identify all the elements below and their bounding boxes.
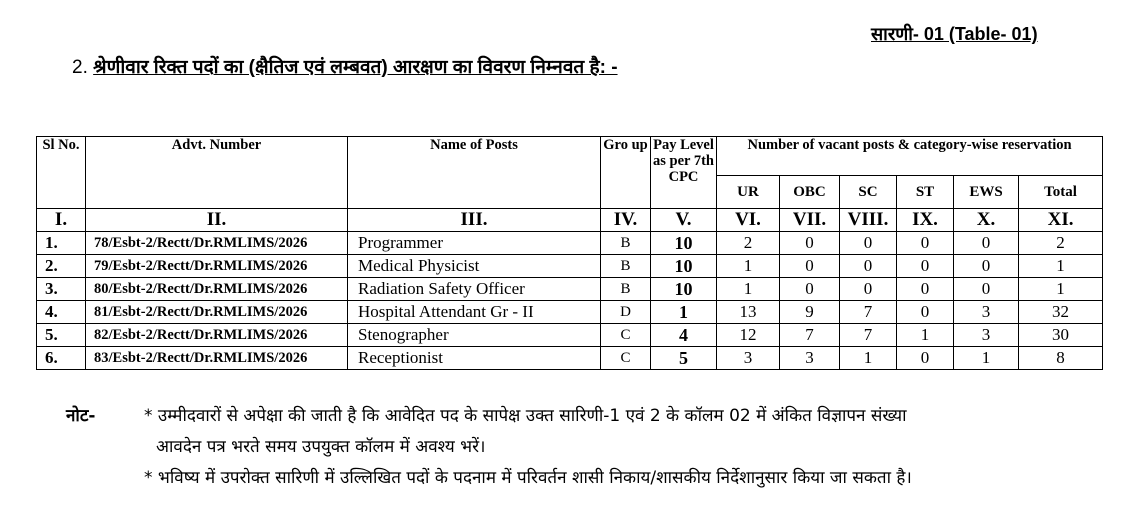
cell-sc: 0 bbox=[840, 278, 897, 301]
header-sc: SC bbox=[840, 176, 897, 209]
cell-ews: 0 bbox=[954, 232, 1019, 255]
column-number: IV. bbox=[601, 209, 651, 232]
cell-post-name: Medical Physicist bbox=[348, 255, 601, 278]
column-number: V. bbox=[651, 209, 717, 232]
column-number: VI. bbox=[717, 209, 780, 232]
cell-advt-number: 82/Esbt-2/Rectt/Dr.RMLIMS/2026 bbox=[86, 324, 348, 347]
cell-post-name: Stenographer bbox=[348, 324, 601, 347]
cell-ur: 13 bbox=[717, 301, 780, 324]
cell-pay-level: 10 bbox=[651, 255, 717, 278]
cell-advt-number: 78/Esbt-2/Rectt/Dr.RMLIMS/2026 bbox=[86, 232, 348, 255]
cell-sc: 7 bbox=[840, 301, 897, 324]
header-post-name: Name of Posts bbox=[348, 137, 601, 209]
cell-st: 0 bbox=[897, 232, 954, 255]
cell-group: D bbox=[601, 301, 651, 324]
cell-obc: 9 bbox=[780, 301, 840, 324]
cell-ur: 2 bbox=[717, 232, 780, 255]
cell-advt-number: 79/Esbt-2/Rectt/Dr.RMLIMS/2026 bbox=[86, 255, 348, 278]
table-row bbox=[37, 255, 1103, 278]
column-number: VII. bbox=[780, 209, 840, 232]
cell-obc: 0 bbox=[780, 278, 840, 301]
cell-obc: 7 bbox=[780, 324, 840, 347]
table-row bbox=[37, 278, 1103, 301]
cell-st: 0 bbox=[897, 301, 954, 324]
table-row bbox=[37, 301, 1103, 324]
cell-pay-level: 4 bbox=[651, 324, 717, 347]
cell-ews: 0 bbox=[954, 255, 1019, 278]
header-st: ST bbox=[897, 176, 954, 209]
header-total: Total bbox=[1019, 176, 1103, 209]
cell-total: 1 bbox=[1019, 255, 1103, 278]
column-number: II. bbox=[86, 209, 348, 232]
cell-sc: 1 bbox=[840, 347, 897, 370]
cell-pay-level: 10 bbox=[651, 278, 717, 301]
table-row bbox=[37, 232, 1103, 255]
cell-st: 0 bbox=[897, 278, 954, 301]
table-reference-label: सारणी- 01 (Table- 01) bbox=[871, 24, 1038, 44]
cell-total: 2 bbox=[1019, 232, 1103, 255]
cell-obc: 3 bbox=[780, 347, 840, 370]
column-number: XI. bbox=[1019, 209, 1103, 232]
cell-advt-number: 83/Esbt-2/Rectt/Dr.RMLIMS/2026 bbox=[86, 347, 348, 370]
cell-group: B bbox=[601, 232, 651, 255]
section-number: 2. bbox=[72, 57, 88, 78]
cell-ews: 3 bbox=[954, 324, 1019, 347]
cell-sl: 6. bbox=[37, 347, 86, 370]
cell-sl: 2. bbox=[37, 255, 86, 278]
cell-st: 1 bbox=[897, 324, 954, 347]
cell-advt-number: 80/Esbt-2/Rectt/Dr.RMLIMS/2026 bbox=[86, 278, 348, 301]
vacancy-table bbox=[36, 136, 1103, 370]
column-number: IX. bbox=[897, 209, 954, 232]
header-ews: EWS bbox=[954, 176, 1019, 209]
table-row bbox=[37, 324, 1103, 347]
cell-group: C bbox=[601, 324, 651, 347]
column-number: I. bbox=[37, 209, 86, 232]
header-group: Gro up bbox=[601, 137, 651, 209]
column-number: III. bbox=[348, 209, 601, 232]
cell-group: B bbox=[601, 255, 651, 278]
cell-obc: 0 bbox=[780, 255, 840, 278]
header-pay-level: Pay Level as per 7th CPC bbox=[651, 137, 717, 209]
note-line-1: * उम्मीदवारों से अपेक्षा की जाती है कि आवेदित पद के सापेक्ष उक्त सारिणी-1 एवं 2 के कॉलम 02 में अंकित विज्ञापन संख्या bbox=[144, 406, 907, 426]
column-number: VIII. bbox=[840, 209, 897, 232]
cell-total: 1 bbox=[1019, 278, 1103, 301]
cell-st: 0 bbox=[897, 255, 954, 278]
header-sl-no: Sl No. bbox=[37, 137, 86, 209]
cell-ews: 3 bbox=[954, 301, 1019, 324]
cell-ur: 1 bbox=[717, 255, 780, 278]
cell-st: 0 bbox=[897, 347, 954, 370]
note-line-3: * भविष्य में उपरोक्त सारिणी में उल्लिखित पदों के पदनाम में परिवर्तन शासी निकाय/शासकीय निर्देशानुसार किया जा सकता है। bbox=[144, 468, 912, 488]
cell-group: C bbox=[601, 347, 651, 370]
cell-pay-level: 5 bbox=[651, 347, 717, 370]
notes-label: नोट- bbox=[66, 406, 96, 426]
cell-post-name: Programmer bbox=[348, 232, 601, 255]
cell-sl: 4. bbox=[37, 301, 86, 324]
header-vacancy-reservation: Number of vacant posts & category-wise reservation bbox=[717, 137, 1103, 176]
cell-ur: 12 bbox=[717, 324, 780, 347]
header-ur: UR bbox=[717, 176, 780, 209]
cell-ews: 0 bbox=[954, 278, 1019, 301]
cell-post-name: Hospital Attendant Gr - II bbox=[348, 301, 601, 324]
cell-sc: 7 bbox=[840, 324, 897, 347]
cell-pay-level: 1 bbox=[651, 301, 717, 324]
note-line-2: आवदेन पत्र भरते समय उपयुक्त कॉलम में अवश्य भरें। bbox=[156, 437, 486, 457]
column-number: X. bbox=[954, 209, 1019, 232]
header-obc: OBC bbox=[780, 176, 840, 209]
cell-obc: 0 bbox=[780, 232, 840, 255]
cell-ur: 1 bbox=[717, 278, 780, 301]
cell-total: 30 bbox=[1019, 324, 1103, 347]
header-advt-number: Advt. Number bbox=[86, 137, 348, 209]
cell-total: 8 bbox=[1019, 347, 1103, 370]
cell-post-name: Receptionist bbox=[348, 347, 601, 370]
cell-pay-level: 10 bbox=[651, 232, 717, 255]
cell-sl: 5. bbox=[37, 324, 86, 347]
cell-advt-number: 81/Esbt-2/Rectt/Dr.RMLIMS/2026 bbox=[86, 301, 348, 324]
table-row bbox=[37, 347, 1103, 370]
cell-sl: 1. bbox=[37, 232, 86, 255]
cell-total: 32 bbox=[1019, 301, 1103, 324]
section-heading bbox=[72, 53, 618, 79]
cell-post-name: Radiation Safety Officer bbox=[348, 278, 601, 301]
cell-ews: 1 bbox=[954, 347, 1019, 370]
cell-ur: 3 bbox=[717, 347, 780, 370]
cell-sc: 0 bbox=[840, 232, 897, 255]
cell-sl: 3. bbox=[37, 278, 86, 301]
cell-sc: 0 bbox=[840, 255, 897, 278]
cell-group: B bbox=[601, 278, 651, 301]
section-title: श्रेणीवार रिक्त पदों का (क्षैतिज एवं लम्बवत) आरक्षण का विवरण निम्नवत है: - bbox=[93, 57, 618, 78]
